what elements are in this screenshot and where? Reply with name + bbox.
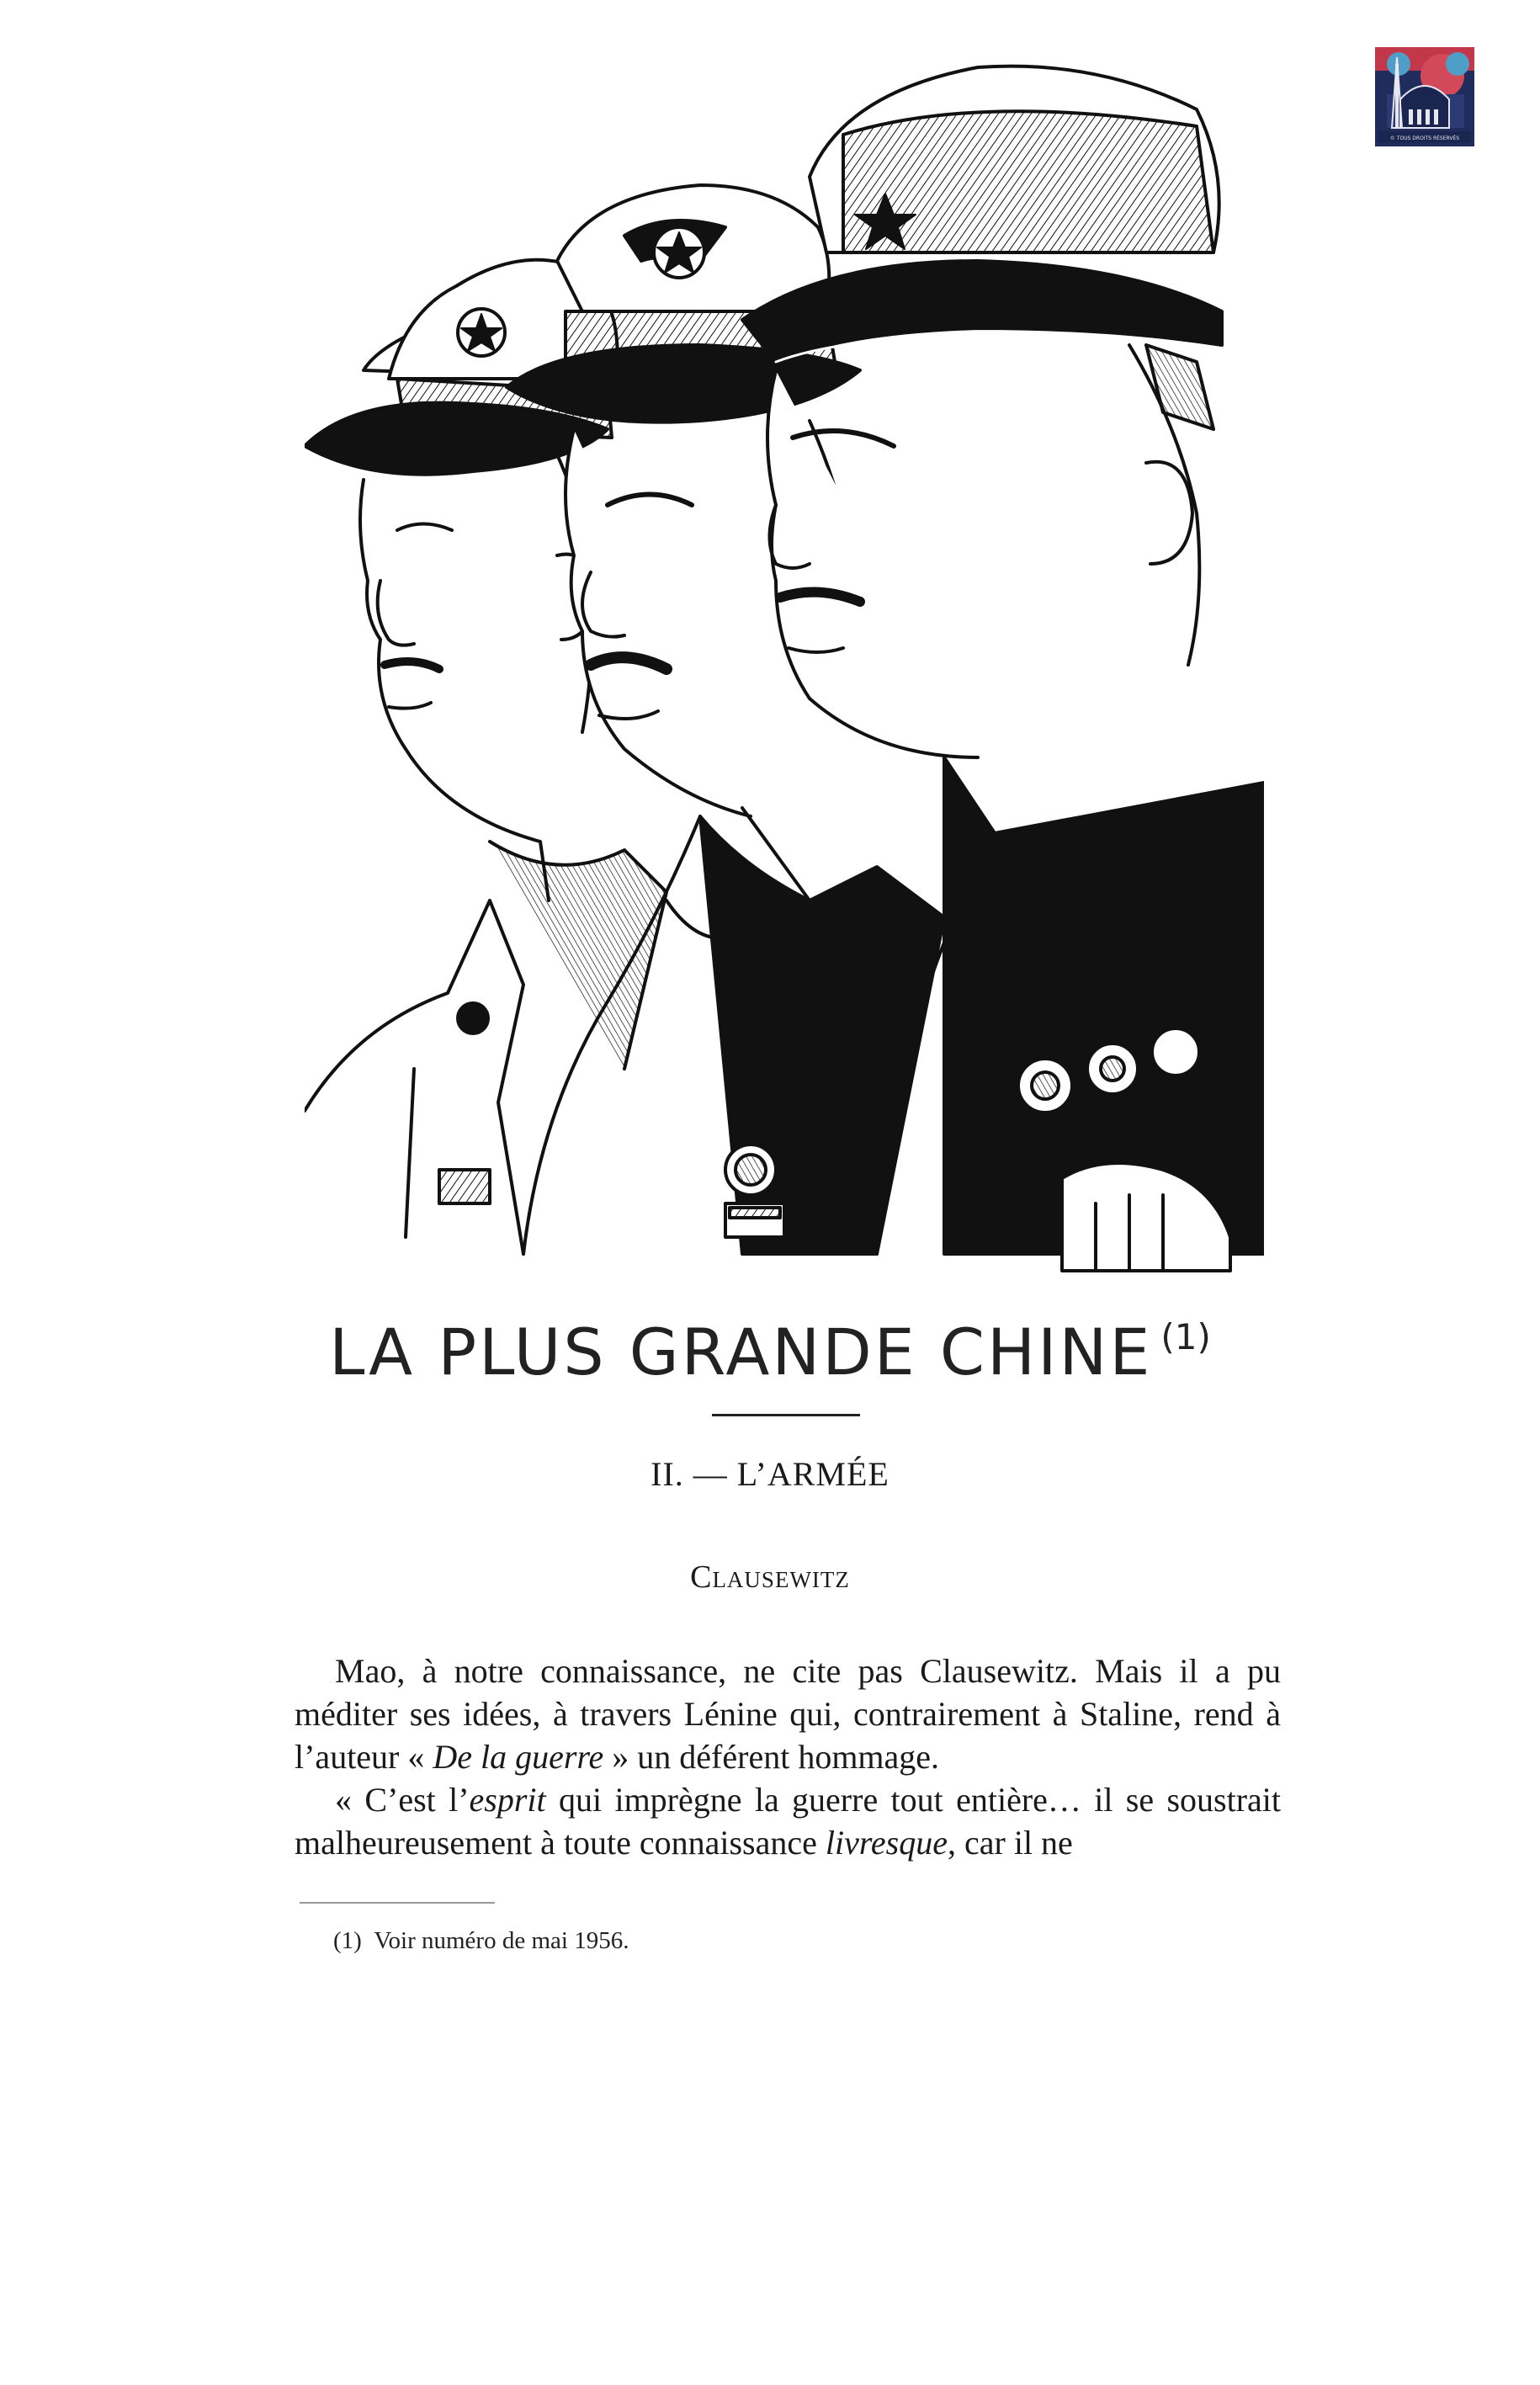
paragraph-1 bbox=[295, 1649, 1281, 1778]
officers-illustration bbox=[305, 59, 1264, 1279]
paragraph-2-part: « C’est l’ bbox=[335, 1781, 470, 1819]
publisher-logo-icon bbox=[1375, 47, 1474, 146]
book-title-italic: De la guerre bbox=[433, 1738, 604, 1776]
footnote-text: Voir numéro de mai 1956. bbox=[374, 1927, 629, 1954]
title-divider bbox=[712, 1414, 860, 1416]
logo-caption: © TOUS DROITS RÉSERVÉS bbox=[1389, 135, 1460, 141]
footnote-divider bbox=[300, 1902, 495, 1904]
subsection-heading: Clausewitz bbox=[690, 1559, 850, 1595]
body-text bbox=[295, 1649, 1281, 1864]
emphasis-italic: livresque bbox=[825, 1824, 948, 1862]
paragraph-2-part: qui imprègne la guerre tout entière… il se soustrait malheureusement à toute connaissance bbox=[295, 1781, 1282, 1862]
paragraph-2 bbox=[295, 1778, 1281, 1864]
emphasis-italic: esprit bbox=[469, 1781, 546, 1819]
paragraph-1-part: » un déférent hommage. bbox=[603, 1738, 940, 1776]
footnote-marker: (1) bbox=[333, 1927, 362, 1954]
paragraph-1-part: Mao, à notre connaissance, ne cite pas Clausewitz. Mais il a pu méditer ses idées, à travers Lénine qui, contrairement à Staline, rend à l’auteur « bbox=[295, 1652, 1281, 1776]
footnote bbox=[333, 1927, 629, 1955]
section-heading: II. — L’ARMÉE bbox=[651, 1455, 889, 1493]
article-title-text: LA PLUS GRANDE CHINE bbox=[329, 1315, 1153, 1389]
paragraph-2-part: , car il ne bbox=[948, 1824, 1073, 1862]
article-title bbox=[0, 1315, 1540, 1389]
title-footnote-ref: (1) bbox=[1160, 1316, 1211, 1357]
